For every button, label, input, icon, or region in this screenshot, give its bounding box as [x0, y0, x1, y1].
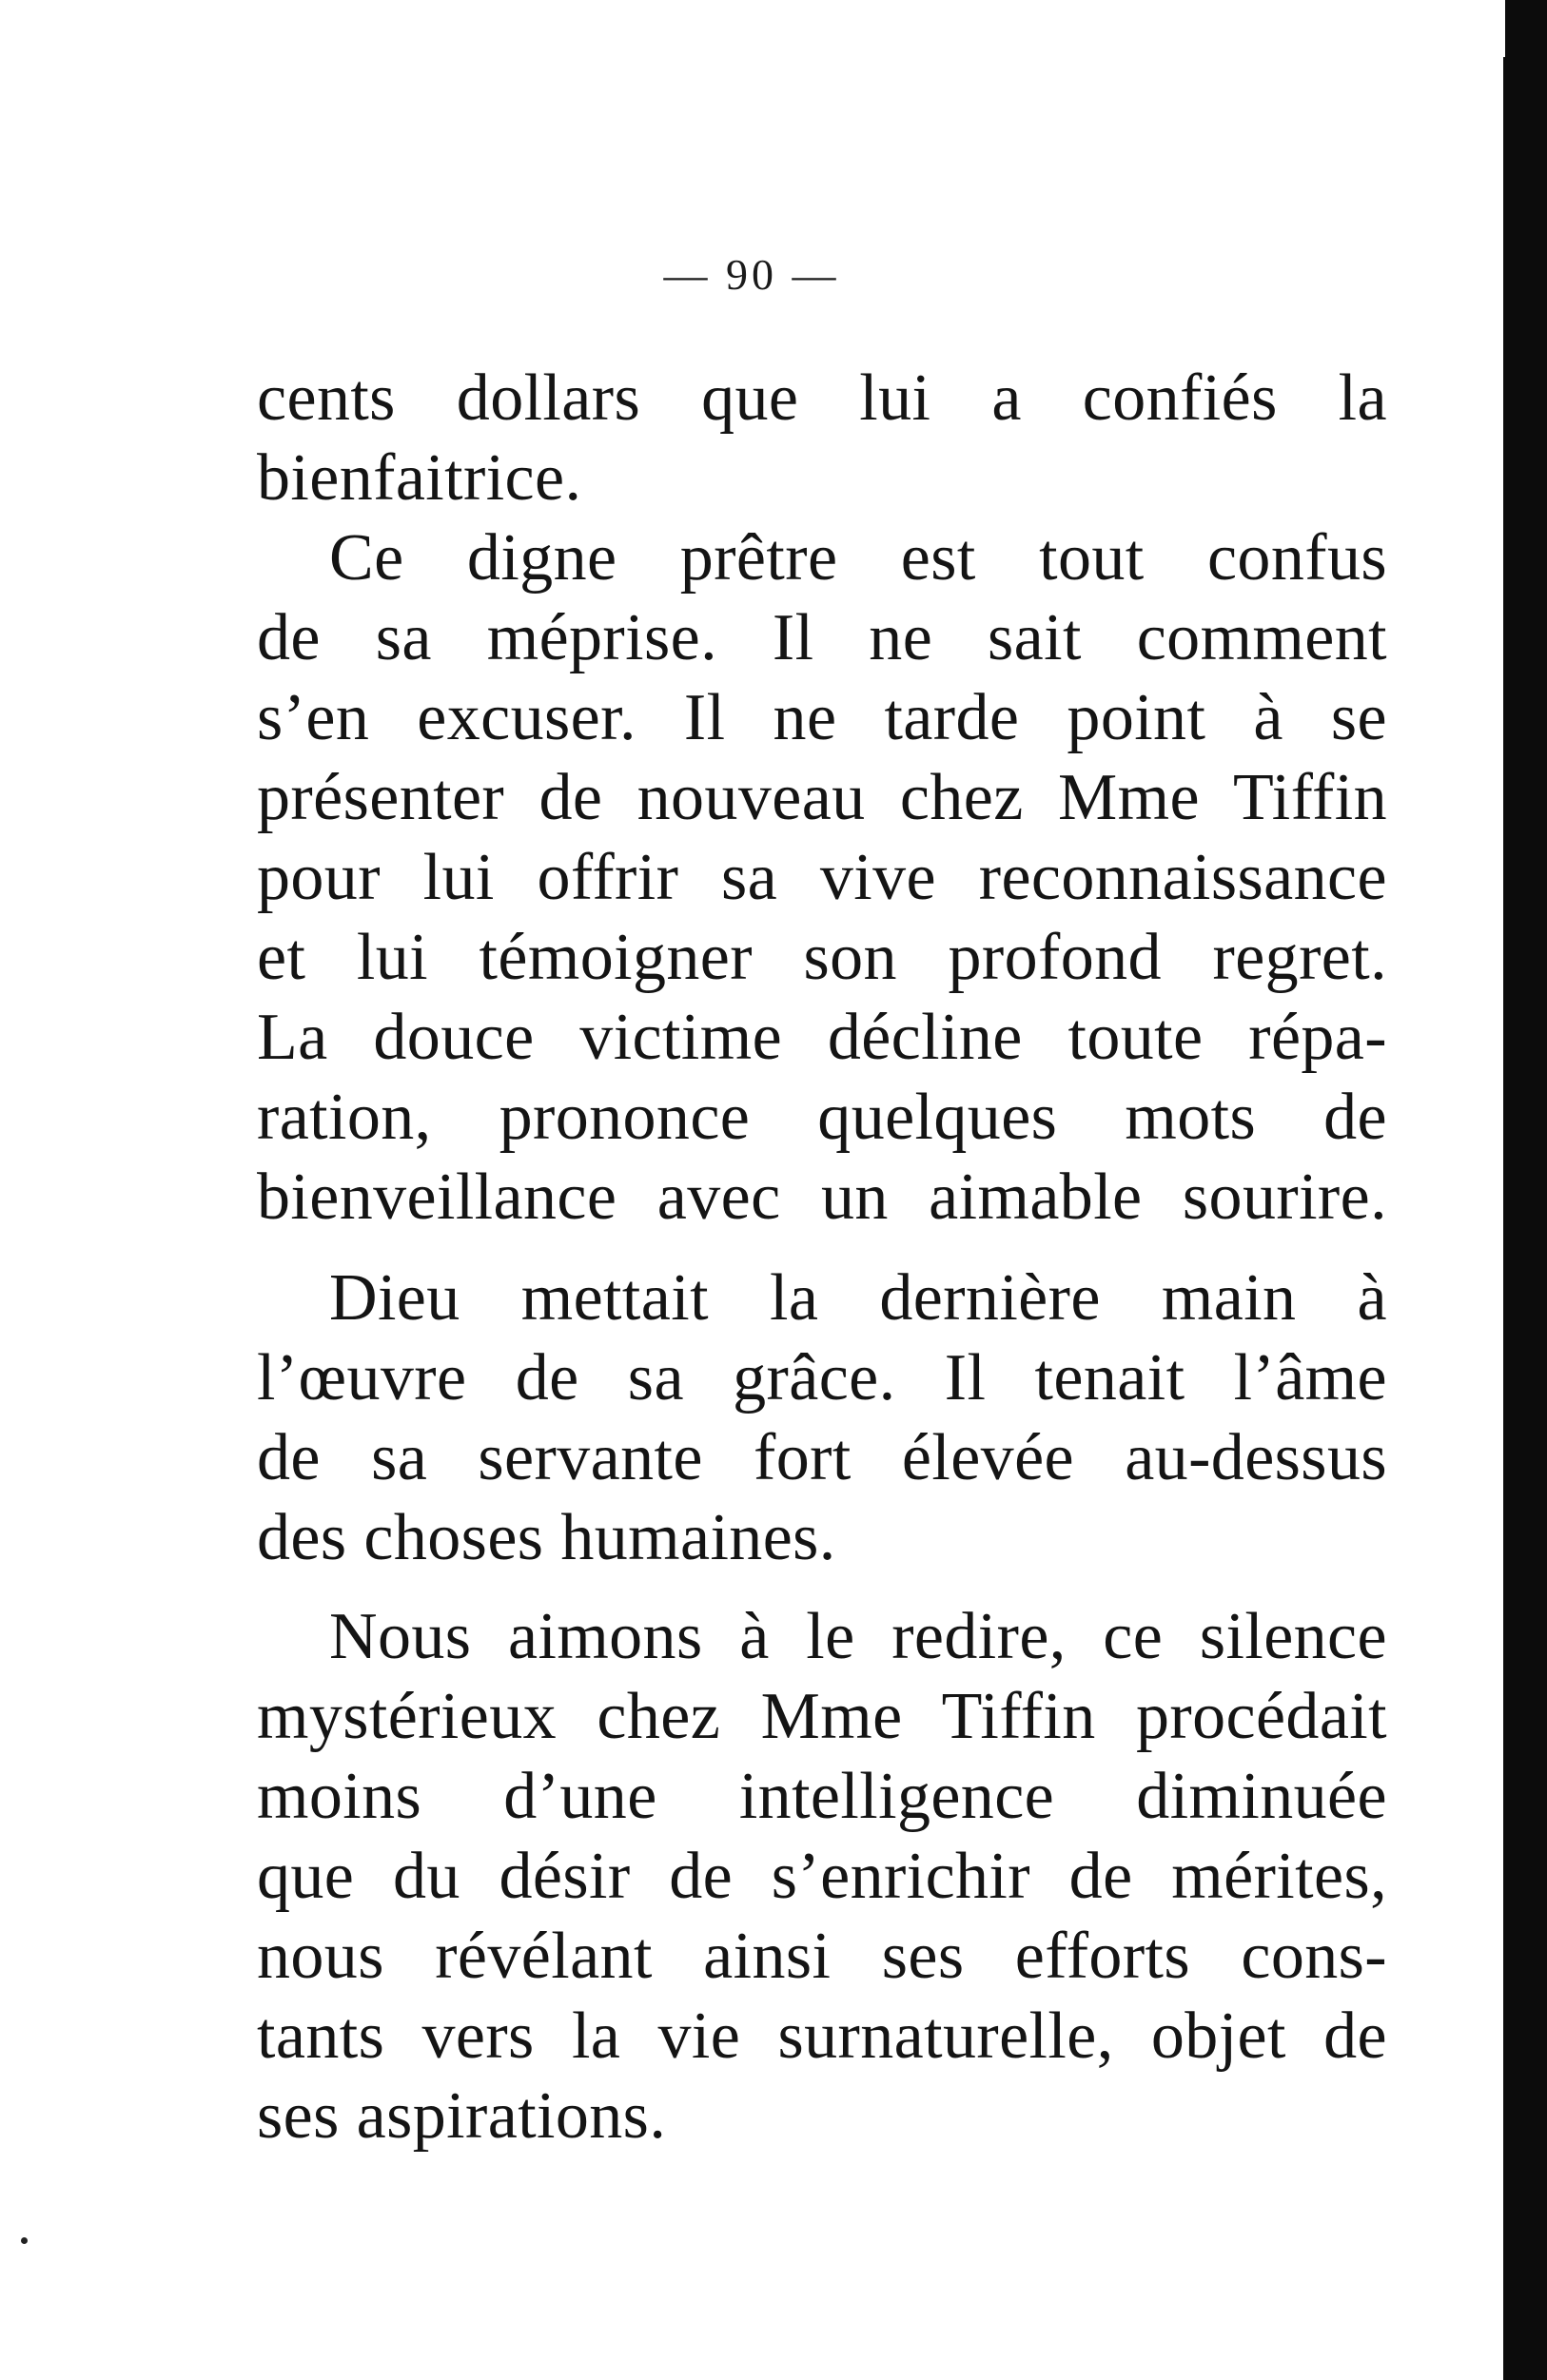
text-line: de sa méprise. Il ne sait comment: [257, 601, 1387, 674]
text-line: cents dollars que lui a confiés la: [257, 361, 1387, 435]
text-line: que du désir de s’enrichir de mérites,: [257, 1840, 1387, 1913]
text-line: et lui témoigner son profond regret.: [257, 921, 1387, 994]
text-line: moins d’une intelligence diminuée: [257, 1760, 1387, 1833]
text-line: Nous aimons à le redire, ce silence: [329, 1600, 1387, 1673]
scan-edge-notch: [1494, 0, 1505, 57]
text-line: Dieu mettait la dernière main à: [329, 1261, 1387, 1335]
text-line: pour lui offrir sa vive reconnaissance: [257, 841, 1387, 914]
text-line: présenter de nouveau chez Mme Tiffin: [257, 761, 1387, 834]
text-line: bienfaitrice.: [257, 441, 582, 515]
text-line: l’œuvre de sa grâce. Il tenait l’âme: [257, 1341, 1387, 1414]
text-line: Ce digne prêtre est tout confus: [329, 521, 1387, 595]
text-line: La douce victime décline toute répa-: [257, 1001, 1387, 1074]
text-line: de sa servante fort élevée au-dessus: [257, 1421, 1387, 1494]
page-number: — 90 —: [663, 250, 840, 299]
scan-edge-bar: [1503, 0, 1547, 2380]
text-line: tants vers la vie surnaturelle, objet de: [257, 2000, 1387, 2073]
text-line: ses aspirations.: [257, 2079, 667, 2153]
text-line: mystérieux chez Mme Tiffin procédait: [257, 1680, 1387, 1753]
text-line: bienveillance avec un aimable sourire.: [257, 1161, 1387, 1234]
scan-speck: [21, 2237, 28, 2244]
text-line: ration, prononce quelques mots de: [257, 1081, 1387, 1154]
text-line: s’en excuser. Il ne tarde point à se: [257, 681, 1387, 754]
text-line: nous révélant ainsi ses efforts cons-: [257, 1920, 1387, 1993]
text-line: des choses humaines.: [257, 1501, 836, 1574]
